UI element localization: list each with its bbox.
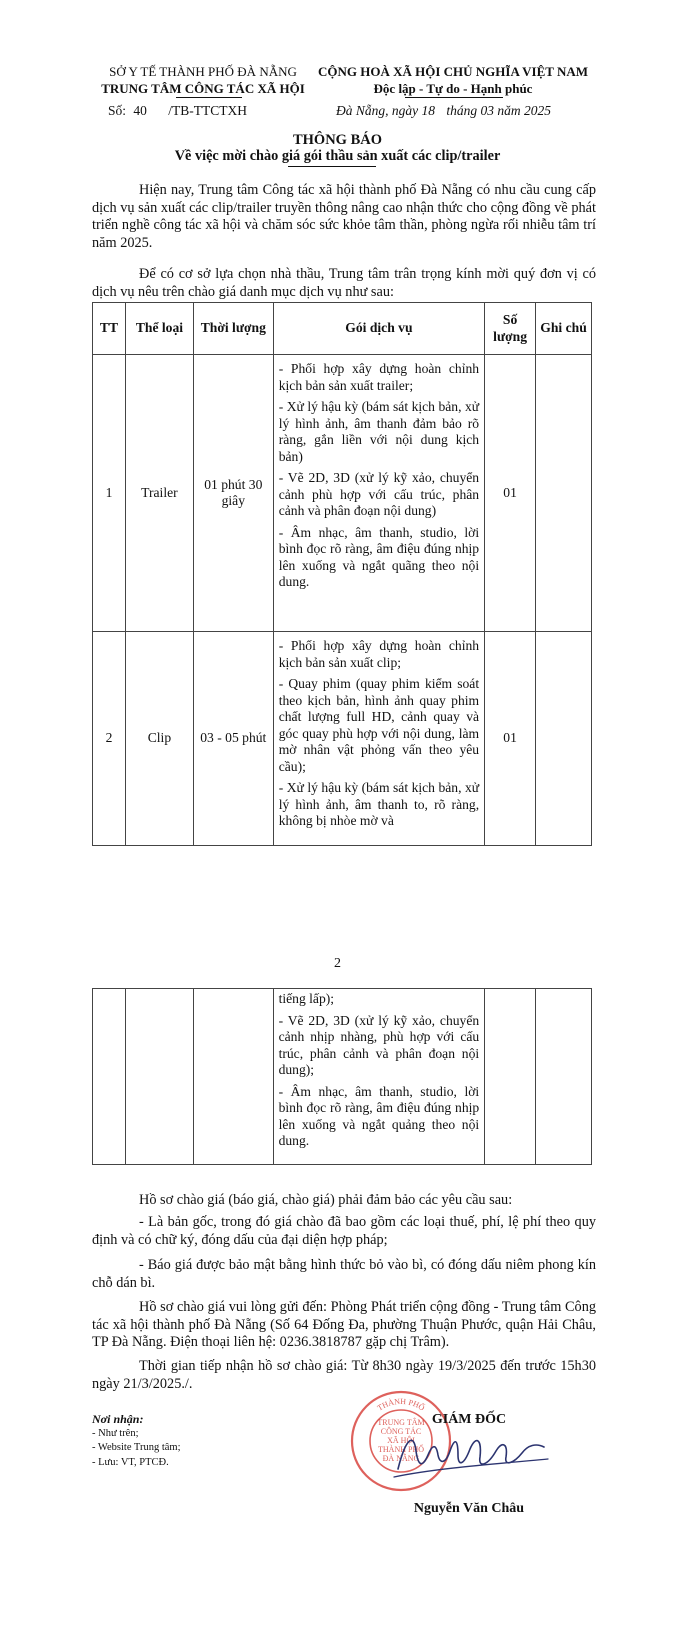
service-item: - Quay phim (quay phim kiểm soát theo kịch bản, hình ảnh quay phim chất lượng full HD, cảnh quay và góc quay phù hợp với nội dung, làm mờ nhân vật phỏng vấn theo yêu cầu); [278,676,480,774]
service-item: - Xử lý hậu kỳ (bám sát kịch bản, xử lý hình ảnh, âm thanh to, rõ ràng, không bị nhòe mờ và [278,780,480,828]
table-header-row [93,303,592,355]
row-category: Trailer [125,355,193,632]
submission-info: Hồ sơ chào giá vui lòng gửi đến: Phòng Phát triển cộng đồng - Trung tâm Công tác xã hội thành phố Đà Nẵng (Số 64 Đống Đa, phường Thuận Phước, quận Hải Châu, TP Đà Nẵng. Điện thoại liên hệ: 0236.3818787 gặp chị Trâm). [92,1299,596,1351]
doc-number: Số: 40 /TB-TTCTXH [108,103,248,118]
subtitle-underline [288,166,376,167]
row-quantity: 01 [485,632,536,846]
requirement-item: - Báo giá được bảo mật bằng hình thức bỏ vào bì, có đóng dấu niêm phong kín chỗ dán bì. [92,1257,596,1291]
header-category: Thể loại [125,303,193,355]
table-row [93,355,592,632]
service-table-continuation [92,988,592,1165]
deadline-info: Thời gian tiếp nhận hồ sơ chào giá: Từ 8h30 ngày 19/3/2025 đến trước 15h30 ngày 21/3/2025./. [92,1358,596,1392]
row-services [273,632,484,846]
service-item: tiếng lấp); [278,991,335,1006]
page-number: 2 [334,956,341,971]
row-tt: 2 [93,632,126,846]
row-duration: 01 phút 30 giây [193,355,273,632]
service-item: - Vẽ 2D, 3D (xử lý kỹ xảo, chuyển cảnh phù hợp với cấu trúc, phân cảnh và phân đoạn nội dung) [278,470,480,518]
row-duration: 03 - 05 phút [193,632,273,846]
intro-paragraph-1: Hiện nay, Trung tâm Công tác xã hội thành phố Đà Nẵng có nhu cầu cung cấp dịch vụ sản xuất các clip/trailer truyền thông nâng cao nhận thức cho cộng đồng về phát triển nghề công tác xã hội và chăm sóc sức khỏe tâm thần, phòng ngừa rối nhiễu tâm trí năm 2025. [92,182,596,251]
service-item: - Phối hợp xây dựng hoàn chỉnh kịch bản sản xuất trailer; [278,361,480,393]
header-service: Gói dịch vụ [273,303,484,355]
handwritten-signature-icon [392,1425,552,1485]
nation-header [307,63,599,97]
requirements-intro: Hồ sơ chào giá (báo giá, chào giá) phải đảm bảo các yêu cầu sau: [139,1192,513,1208]
header-tt: TT [93,303,126,355]
row-services [273,355,484,632]
recipient-item: - Lưu: VT, PTCĐ. [92,1456,169,1468]
stamp-line: XÃ HỘI [387,1436,415,1445]
table-row [93,989,592,1165]
org-header [88,63,318,97]
stamp-line: THÀNH PHỐ [378,1445,424,1454]
header-quantity: Số lượng [485,303,536,355]
doc-date: Đà Nẵng, ngày 18 tháng 03 năm 2025 [336,103,551,118]
header-note: Ghi chú [536,303,592,355]
service-table [92,302,592,846]
motto-underline [405,97,503,98]
signer-name: Nguyễn Văn Châu [413,1501,525,1516]
requirement-item: - Là bản gốc, trong đó giá chào đã bao gồm các loại thuế, phí, lệ phí theo quy định và có chữ ký, đóng dấu của đại diện hợp pháp; [92,1214,596,1248]
service-item: - Phối hợp xây dựng hoàn chỉnh kịch bản sản xuất clip; [278,638,480,670]
recipient-item: - Website Trung tâm; [92,1442,181,1453]
service-item: - Âm nhạc, âm thanh, studio, lời bình đọc rõ ràng, âm điệu đúng nhịp lên xuống và ngắt quãng theo nội dung. [278,524,480,589]
row-tt: 1 [93,355,126,632]
recipient-item: - Như trên; [92,1427,139,1439]
org-name: TRUNG TÂM CÔNG TÁC XÃ HỘI [101,81,305,96]
row-quantity: 01 [485,355,536,632]
row-note [536,355,592,632]
recipients [92,1412,181,1470]
row-category: Clip [125,632,193,846]
recipients-title: Nơi nhận: [92,1412,144,1426]
table-row [93,632,592,846]
org-underline [176,97,242,98]
stamp-line: ĐÀ NẴNG [382,1454,420,1463]
stamp-line: CÔNG TÁC [380,1427,422,1436]
service-item: - Âm nhạc, âm thanh, studio, lời bình đọc rõ ràng, âm điệu đúng nhịp lên xuống và ngắt quảng theo nội dung. [278,1083,480,1148]
header-duration: Thời lượng [193,303,273,355]
intro-paragraph-2: Để có cơ sở lựa chọn nhà thầu, Trung tâm trân trọng kính mời quý đơn vị có dịch vụ nêu trên chào giá danh mục dịch vụ như sau: [92,266,596,300]
page-subtitle: Về việc mời chào giá gói thầu sản xuất các clip/trailer [174,148,501,164]
page-title: THÔNG BÁO [292,132,383,148]
service-item: - Vẽ 2D, 3D (xử lý kỹ xảo, chuyển cảnh nhịp nhàng, phù hợp với cấu trúc, phân cảnh và phân đoạn nội dung); [278,1012,480,1077]
row-services [273,989,485,1165]
stamp-ring-text: THÀNH PHỐ [375,1396,427,1413]
service-item: - Xử lý hậu kỳ (bám sát kịch bản, xử lý hình ảnh, âm thanh đảm bảo rõ ràng, gắn liền với nội dung kịch bản) [278,399,480,464]
row-note [536,632,592,846]
signer-position: GIÁM ĐỐC [431,1412,507,1427]
motto: Độc lập - Tự do - Hạnh phúc [373,81,533,96]
nation-title: CỘNG HOÀ XÃ HỘI CHỦ NGHĨA VIỆT NAM [317,64,589,79]
stamp-line: TRUNG TÂM [377,1418,425,1427]
org-parent: SỞ Y TẾ THÀNH PHỐ ĐÀ NẴNG [109,64,297,79]
